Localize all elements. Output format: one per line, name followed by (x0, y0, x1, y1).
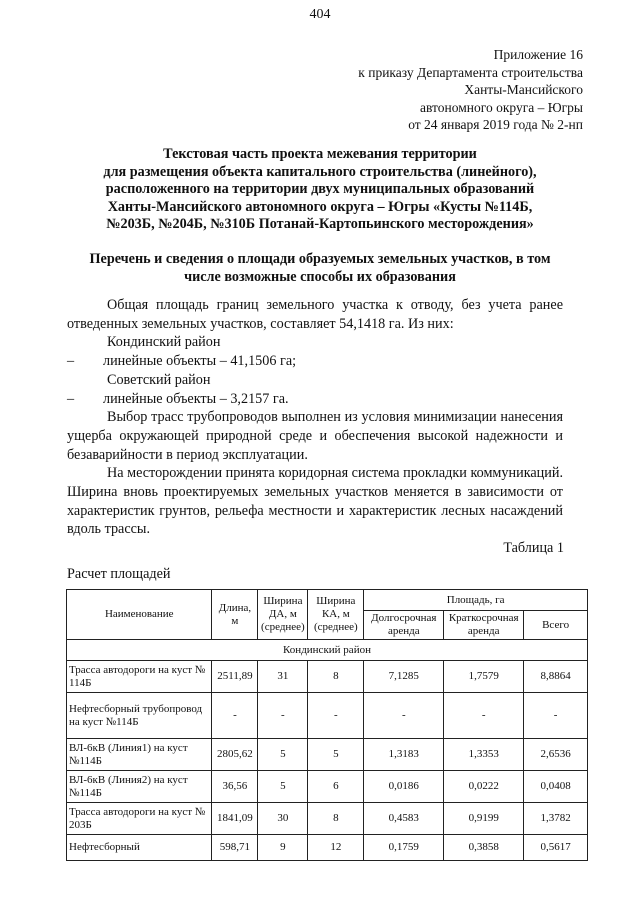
header-long-term: Долгосрочная аренда (364, 611, 444, 640)
cell-short: 0,9199 (444, 803, 524, 835)
title-line: расположенного на территории двух муниципальных образований (105, 181, 535, 197)
cell-ka: 8 (308, 661, 364, 693)
cell-da: 31 (258, 661, 308, 693)
cell-name: ВЛ-6кВ (Линия1) на куст №114Б (67, 739, 212, 771)
cell-da: 9 (258, 835, 308, 861)
cell-long: 0,0186 (364, 771, 444, 803)
header-area: Площадь, га (364, 590, 588, 611)
cell-name: ВЛ-6кВ (Линия2) на куст №114Б (67, 771, 212, 803)
title-line: для размещения объекта капитального строительства (линейного), (103, 163, 537, 180)
table-row (67, 739, 588, 771)
cell-short: 0,0222 (444, 771, 524, 803)
subtitle-line: Перечень и сведения о площади образуемых земельных участков, в том (89, 251, 551, 267)
header-total: Всего (524, 611, 588, 640)
cell-long: 0,4583 (364, 803, 444, 835)
appendix-line: Ханты-Мансийского (464, 82, 583, 97)
cell-short: 0,3858 (444, 835, 524, 861)
appendix-line: к приказу Департамента строительства (358, 64, 583, 80)
district-konda: Кондинский район (107, 334, 221, 351)
table-label: Таблица 1 (503, 540, 564, 556)
section-row: Кондинский район (67, 640, 588, 661)
document-title (60, 146, 580, 234)
subtitle-line: числе возможные способы их образования (184, 268, 456, 285)
cell-length: 36,56 (212, 771, 258, 803)
table-row (67, 661, 588, 693)
cell-long: 1,3183 (364, 739, 444, 771)
cell-da: 5 (258, 771, 308, 803)
cell-length: 598,71 (212, 835, 258, 861)
list-item-text: линейные объекты – 3,2157 га. (103, 390, 289, 407)
cell-length: 2511,89 (212, 661, 258, 693)
calc-label: Расчет площадей (67, 566, 171, 582)
page-number: 404 (309, 7, 331, 22)
header-width-da: Ширина ДА, м (среднее) (258, 590, 308, 640)
dash-marker: – (67, 353, 75, 370)
cell-name: Трасса автодороги на куст № 203Б (67, 803, 212, 835)
cell-total: - (524, 693, 588, 739)
list-item-text: линейные объекты – 41,1506 га; (103, 353, 297, 370)
cell-short: 1,3353 (444, 739, 524, 771)
appendix-line: Приложение 16 (493, 47, 583, 62)
list-item (67, 390, 563, 409)
cell-long: - (364, 693, 444, 739)
cell-da: 5 (258, 739, 308, 771)
cell-ka: 12 (308, 835, 364, 861)
table-row (67, 693, 588, 739)
paragraph-route-choice: Выбор трасс трубопроводов выполнен из условия минимизации нанесения ущерба окружающей природной среде и обеспечения высокой надежности и безаварийности в период эксплуатации. (67, 409, 563, 463)
header-short-term: Краткосрочная аренда (444, 611, 524, 640)
cell-ka: 8 (308, 803, 364, 835)
title-line: Текстовая часть проекта межевания территории (163, 146, 477, 162)
cell-total: 1,3782 (524, 803, 588, 835)
cell-length: 1841,09 (212, 803, 258, 835)
header-width-ka: Ширина КА, м (среднее) (308, 590, 364, 640)
cell-name: Нефтесборный трубопровод на куст №114Б (67, 693, 212, 739)
cell-total: 0,0408 (524, 771, 588, 803)
area-table (66, 589, 588, 861)
appendix-line: автономного округа – Югры (420, 99, 583, 115)
cell-short: 1,7579 (444, 661, 524, 693)
cell-ka: - (308, 693, 364, 739)
table-row (67, 771, 588, 803)
cell-da: 30 (258, 803, 308, 835)
paragraph-corridor: На месторождении принята коридорная система прокладки коммуникаций. Ширина вновь проектируемых земельных участков меняется в зависимости от характеристик грунтов, рельефа местности и характеристик лесных насаждений вдоль трассы. (67, 465, 563, 538)
table-row (67, 803, 588, 835)
list-item (67, 352, 563, 371)
cell-name: Нефтесборный (67, 835, 212, 861)
cell-long: 0,1759 (364, 835, 444, 861)
cell-total: 2,6536 (524, 739, 588, 771)
appendix-header (358, 46, 583, 134)
cell-da: - (258, 693, 308, 739)
header-name: Наименование (67, 590, 212, 640)
cell-total: 8,8864 (524, 661, 588, 693)
cell-total: 0,5617 (524, 835, 588, 861)
header-length: Длина, м (212, 590, 258, 640)
title-line: Ханты-Мансийского автономного округа – Югры «Кусты №114Б, (107, 198, 533, 215)
paragraph-total-area: Общая площадь границ земельного участка к отводу, без учета ранее отведенных земельных участков, составляет 54,1418 га. Из них: (67, 297, 563, 332)
appendix-line: от 24 января 2019 года № 2-нп (408, 117, 583, 132)
table-row (67, 835, 588, 861)
title-line: №203Б, №204Б, №310Б Потанай-Картопьинского месторождения» (106, 216, 534, 232)
cell-short: - (444, 693, 524, 739)
cell-long: 7,1285 (364, 661, 444, 693)
cell-length: - (212, 693, 258, 739)
dash-marker: – (67, 390, 75, 407)
cell-length: 2805,62 (212, 739, 258, 771)
body-text (67, 296, 563, 539)
cell-ka: 5 (308, 739, 364, 771)
section-heading (60, 251, 580, 286)
district-sovetsky: Советский район (107, 371, 211, 388)
cell-name: Трасса автодороги на куст № 114Б (67, 661, 212, 693)
cell-ka: 6 (308, 771, 364, 803)
